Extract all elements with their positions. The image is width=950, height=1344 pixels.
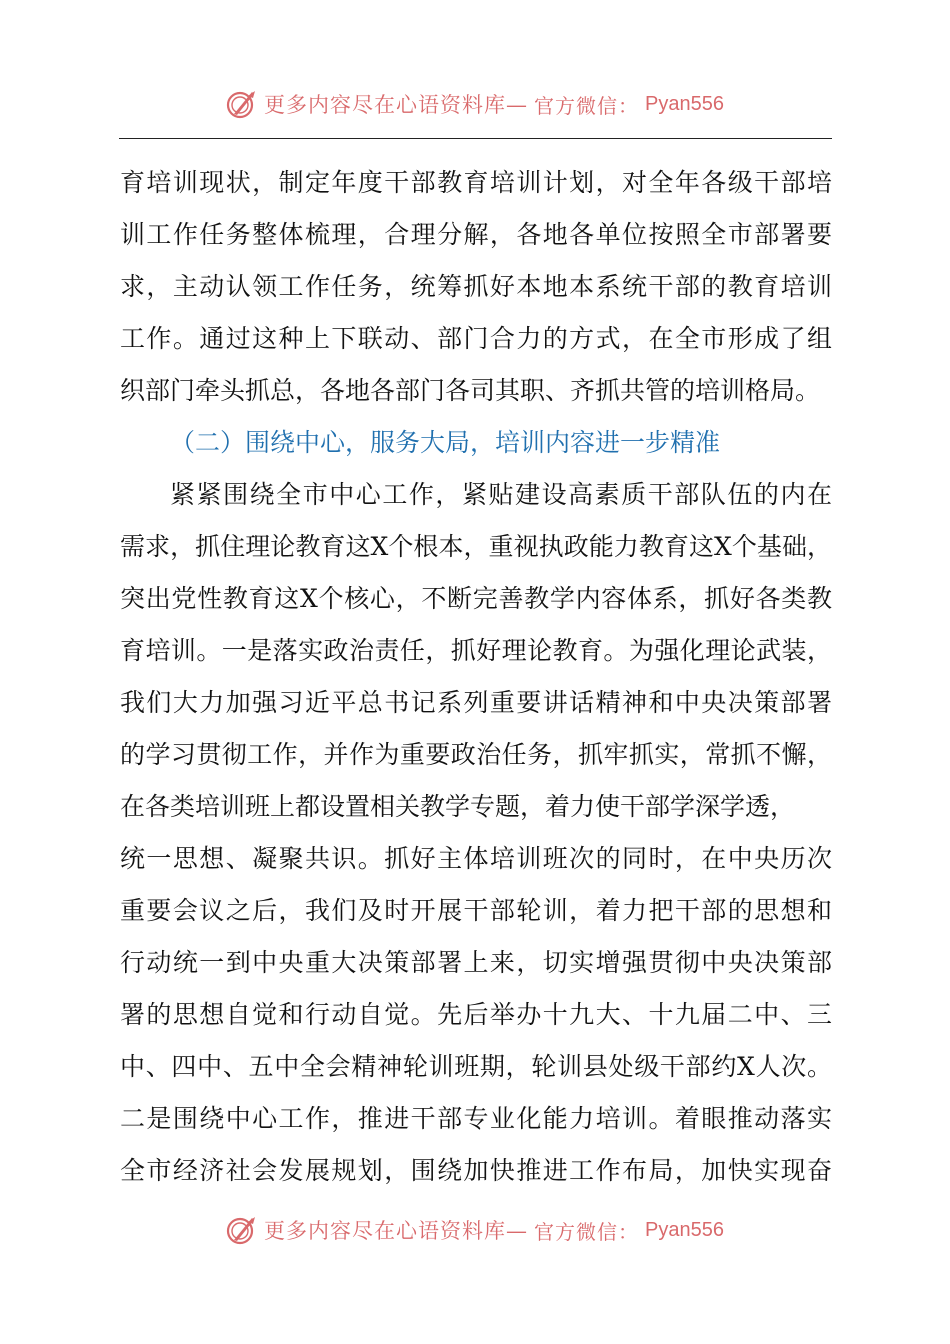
quill-logo-icon [226, 88, 258, 120]
header-divider [119, 138, 832, 139]
body-line: 中、四中、五中全会精神轮训班期，轮训县处级干部约X人次。 [120, 1052, 832, 1081]
body-line: 紧紧围绕全市中心工作，紧贴建设高素质干部队伍的内在 [170, 480, 832, 509]
body-line: 我们大力加强习近平总书记系列重要讲话精神和中央决策部署 [120, 688, 832, 717]
header-wechat-id: Pyan556 [645, 92, 724, 115]
body-line: 需求，抓住理论教育这X个根本，重视执政能力教育这X个基础， [120, 532, 832, 561]
footer-wechat-id: Pyan556 [645, 1218, 724, 1241]
quill-logo-icon [226, 1214, 258, 1246]
footer-banner [0, 1210, 950, 1250]
section-heading: （二）围绕中心，服务大局，培训内容进一步精准 [170, 428, 721, 457]
body-line: 重要会议之后，我们及时开展干部轮训，着力把干部的思想和 [120, 896, 832, 925]
body-line: 织部门牵头抓总，各地各部门各司其职、齐抓共管的培训格局。 [120, 376, 821, 405]
body-line: 的学习贯彻工作，并作为重要政治任务，抓牢抓实，常抓不懈， [120, 740, 832, 769]
body-line: 署的思想自觉和行动自觉。先后举办十九大、十九届二中、三 [120, 1000, 832, 1029]
body-line: 二是围绕中心工作，推进干部专业化能力培训。着眼推动落实 [120, 1104, 832, 1133]
body-line: 统一思想、凝聚共识。抓好主体培训班次的同时，在中央历次 [120, 844, 832, 873]
body-line: 育培训现状，制定年度干部教育培训计划，对全年各级干部培 [120, 168, 832, 197]
body-line: 全市经济社会发展规划，围绕加快推进工作布局，加快实现奋 [120, 1156, 832, 1185]
header-banner-text: 更多内容尽在心语资料库— [264, 93, 529, 117]
document-body [120, 157, 832, 1197]
body-line: 育培训。一是落实政治责任，抓好理论教育。为强化理论武装， [120, 636, 832, 665]
footer-banner-text: 更多内容尽在心语资料库— [264, 1219, 529, 1243]
body-line: 求，主动认领工作任务，统筹抓好本地本系统干部的教育培训 [120, 272, 832, 301]
body-line: 突出党性教育这X个核心，不断完善教学内容体系，抓好各类教 [120, 584, 832, 613]
body-line: 工作。通过这种上下联动、部门合力的方式，在全市形成了组 [120, 324, 832, 353]
body-line: 行动统一到中央重大决策部署上来，切实增强贯彻中央决策部 [120, 948, 832, 977]
footer-wechat-label: 官方微信： [534, 1219, 640, 1244]
body-line: 训工作任务整体梳理，合理分解，各地各单位按照全市部署要 [120, 220, 832, 249]
header-banner [0, 84, 950, 124]
body-line: 在各类培训班上都设置相关教学专题，着力使干部学深学透， [120, 792, 796, 821]
header-wechat-label: 官方微信： [534, 93, 640, 118]
